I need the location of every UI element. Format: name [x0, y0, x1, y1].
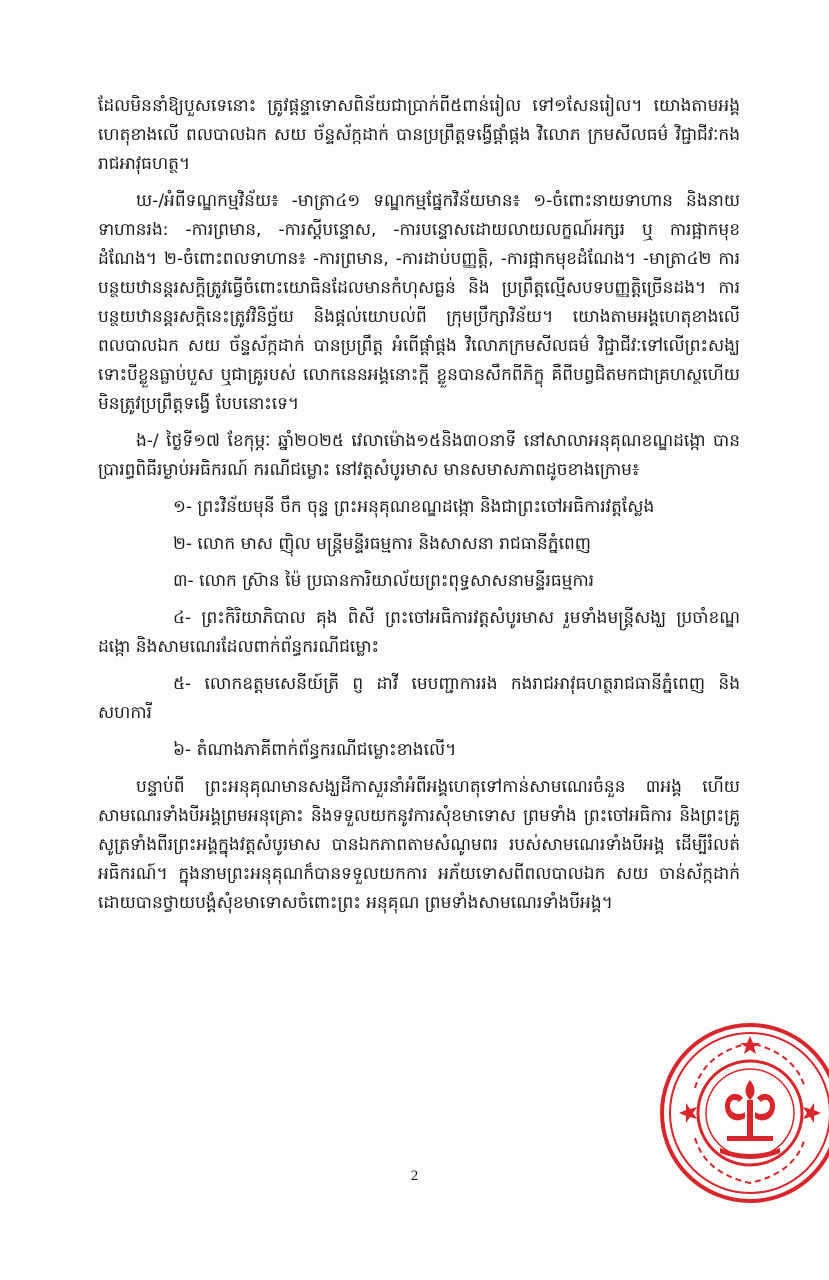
- list-item: ២- លោក មាស ញ៉ិល មន្រ្តីមន្ទីរធម្មការ និងសាសនា រាជធានីភ្នំពេញ: [173, 534, 591, 554]
- document-body: [98, 92, 740, 926]
- list-item: ៤- ព្រះកិរិយាភិបាល គុង ពិសី ព្រះចៅអធិការវត្តសំបូរមាស រួមទាំងមន្រ្តីសង្ឃ ប្រចាំខណ្ឌដង្កោ និងសាមណេរដែលពាក់ព័ន្ធករណីជម្លោះ: [98, 608, 740, 657]
- list-item: ៣- លោក ស្រ៊ាន ម៉ៃ ប្រធានការិយាល័យព្រះពុទ្ធសាសនាមន្ទីរធម្មការ: [173, 571, 595, 591]
- paragraph-penalty: ដែលមិននាំឱ្យបួសទេនោះ ត្រូវផ្តន្ទាទោសពិន័យជាប្រាក់ពី៥ពាន់រៀល ទៅ១សែនរៀល។ យោងតាមអង្គហេតុខាងលើ ពលបាលឯក សយ ច័ន្ទស័ក្កដាក់ បានប្រព្រឹត្តទង្វើផ្តាំផ្ដង វិលោភ ក្រមសីលធម៌ វិជ្ជាជីវៈកងរាជអាវុធហត្ថ។: [98, 96, 740, 174]
- page-number: 2: [410, 1168, 419, 1184]
- list-item: ៦- តំណាងភាគីពាក់ព័ន្ធករណីជម្លោះខាងលើ។: [173, 740, 457, 760]
- paragraph-closing: បន្ទាប់ពី ព្រះអនុគុណមានសង្ឃដីកាសួរនាំអំពីអង្គហេតុទៅកាន់សាមណេរចំនួន ៣អង្គ ហើយសាមណេរទាំងបីអង្គព្រមអនុគ្រោះ និងទទួលយកនូវការសុំខមាទោស ព្រមទាំង ព្រះចៅអធិការ និងព្រះគ្រូសូត្រទាំងពីរព្រះអង្គក្នុងវត្តសំបូរមាស បានឯកភាពតាមសំណូមពរ របស់សាមណេរទាំងបីអង្គ ដើម្បីរំលត់អធិករណ៍។ ក្នុងនាមព្រះអនុគុណក៏បានទទួលយកការ អភ័យទោសពីពលបាលឯក សយ ចាន់ស័ក្កដាក់ ដោយបានថ្វាយបង្គំសុំខមាទោសចំពោះព្រះ អនុគុណ ព្រមទាំងសាមណេរទាំងបីអង្គ។: [98, 777, 740, 913]
- list-item: ៥- លោកឧត្តមសេនីយ៍ត្រី ព្ញ ដាវី មេបញ្ជាការរង កងរាជអាវុធហត្ថរាជធានីភ្នំពេញ និងសហការី: [98, 674, 740, 723]
- paragraph-ceremony: ង-/ ថ្ងៃទី១៧ ខែកុម្ភៈ ឆ្នាំ២០២៥ វេលាម៉ោង១៥និង៣០នាទី នៅសាលាអនុគុណខណ្ឌដង្កោ បានប្រារព្ធពិធីរម្ងាប់អធិករណ៍ ករណីជម្លោះ នៅវត្តសំបូរមាស មានសមាសភាពដូចខាងក្រោម៖: [98, 431, 740, 480]
- attendee-list: [98, 493, 740, 765]
- list-item: ១- ព្រះវិន័យមុនី ចឹក ចុន្ទ ព្រះអនុគុណខណ្ឌដង្កោ និងជាព្រះចៅអធិការវត្តស្លែង: [173, 497, 655, 517]
- paragraph-disciplinary-sanctions: ឃ-/អំពីទណ្ឌកម្មវិន័យ៖ -មាត្រា៤១ ទណ្ឌកម្មផ្នែកវិន័យមាន៖ ១-ចំពោះនាយទាហាន និងនាយទាហានរង: -ការព្រមាន, -ការស្តីបន្ទោស, -ការបន្ទោសដោយលាយលក្ខណ៍អក្សរ ឬ ការផ្អាកមុខដំណែង។ ២-ចំពោះពលទាហាន៖ -ការព្រមាន, -ការដាប់បញ្ញត្តិ, -ការផ្អាកមុខដំណែង។ -មាត្រា៤២ ការបន្ថយឋានន្តរសក្តិត្រូវធ្វើចំពោះយោធិនដែលមានកំហុសធ្ងន់ និង ប្រព្រឹត្តល្មើសបទបញ្ញត្តិច្រើនដង។ ការបន្ថយឋានន្តរសក្តិនេះត្រូវវិនិច្ឆ័យ និងផ្តល់យោបល់ពី ក្រុមប្រឹក្សាវិន័យ។ យោងតាមអង្គហេតុខាងលើ ពលបាលឯក សយ ច័ន្ទស័ក្កដាក់ បានប្រព្រឹត្ត អំពើផ្តាំផ្ដង វិលោភក្រមសីលធម៌ វិជ្ជាជីវៈទៅលើព្រះសង្ឃ ទោះបីខ្លួនធ្លាប់បួស ឬជាគ្រូរបស់ លោកនេនអង្គនោះក្តី ខ្លួនបានសឹកពីភិក្ខុ គឺពីបព្វជិតមកជាគ្រហស្ថហើយ មិនត្រូវប្រព្រឹត្តទង្វើ បែបនោះទេ។: [98, 191, 740, 414]
